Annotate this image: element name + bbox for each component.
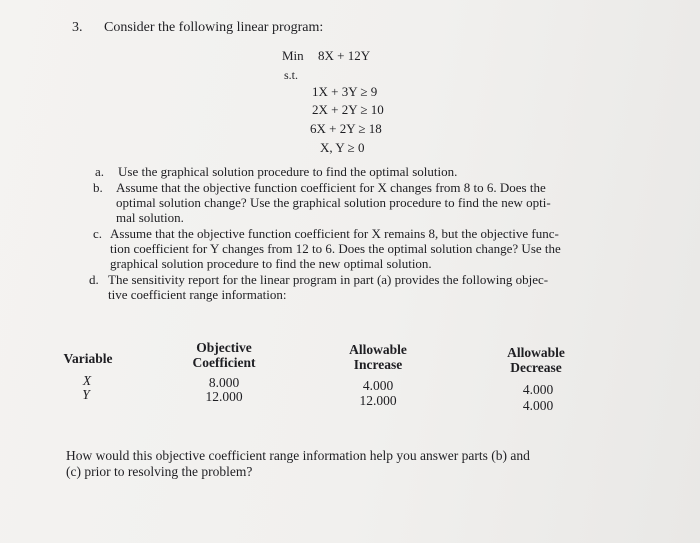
question-number: 3. (72, 20, 83, 35)
part-b-line-2: optimal solution change? Use the graphical solution procedure to find the new opti- (116, 195, 551, 210)
cell-objective: 12.000 (205, 389, 243, 404)
part-a-line-1: Use the graphical solution procedure to find the optimal solution. (118, 164, 458, 179)
header-decrease-2: Decrease (510, 360, 562, 375)
part-b-line-3: mal solution. (116, 210, 184, 225)
closing-line-2: (c) prior to resolving the problem? (66, 464, 253, 479)
lp-min-label: Min (282, 48, 304, 63)
part-b-label: b. (93, 180, 103, 195)
header-increase-2: Increase (353, 357, 403, 372)
part-c-label: c. (93, 226, 103, 241)
header-variable: Variable (63, 351, 113, 366)
part-c-line-1: Assume that the objective function coefficient for X remains 8, but the objective func- (110, 226, 559, 241)
cell-increase: 12.000 (359, 393, 397, 408)
header-increase-1: Allowable (349, 342, 407, 357)
lp-constraint-1: 1X + 3Y ≥ 9 (312, 84, 378, 99)
cell-variable: X (82, 373, 92, 388)
header-objective-1: Objective (196, 340, 252, 355)
lp-constraint-2: 2X + 2Y ≥ 10 (312, 102, 384, 117)
part-a-label: a. (95, 164, 105, 179)
question-prompt: Consider the following linear program: (104, 20, 324, 35)
lp-nonnegativity: X, Y ≥ 0 (320, 140, 365, 155)
lp-st-label: s.t. (284, 68, 299, 82)
lp-constraint-3: 6X + 2Y ≥ 18 (310, 121, 382, 136)
part-b-line-1: Assume that the objective function coefficient for X changes from 8 to 6. Does the (116, 180, 546, 195)
part-c-line-2: tion coefficient for Y changes from 12 to 6. Does the optimal solution change? Use the (110, 241, 561, 256)
cell-decrease: 4.000 (522, 398, 554, 413)
cell-variable: Y (82, 387, 90, 402)
cell-decrease: 4.000 (522, 382, 554, 397)
header-decrease-1: Allowable (507, 345, 565, 360)
part-d-line-1: The sensitivity report for the linear program in part (a) provides the following objec- (108, 272, 549, 287)
cell-objective: 8.000 (208, 375, 240, 390)
header-objective-2: Coefficient (192, 355, 256, 370)
part-d-line-2: tive coefficient range information: (108, 287, 287, 302)
part-d-label: d. (89, 272, 99, 287)
cell-increase: 4.000 (362, 378, 394, 393)
lp-objective: 8X + 12Y (318, 48, 371, 63)
closing-line-1: How would this objective coefficient range information help you answer parts (b) and (66, 448, 530, 463)
part-c-line-3: graphical solution procedure to find the new optimal solution. (110, 256, 432, 271)
